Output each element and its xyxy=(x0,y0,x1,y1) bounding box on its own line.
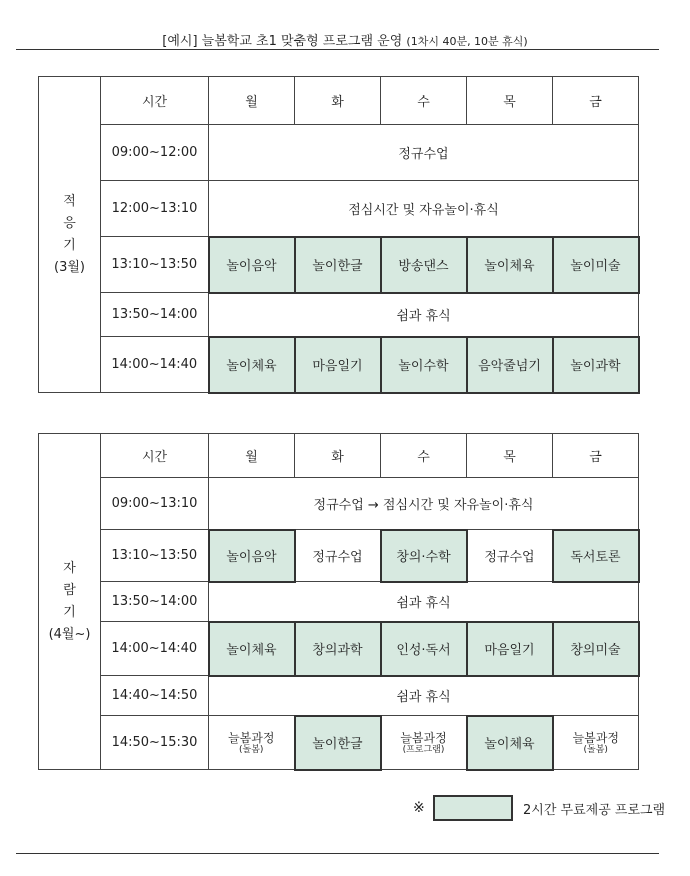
program-cell: 인성·독서 xyxy=(381,622,467,676)
care-course-sub: (프로그램) xyxy=(402,744,445,755)
program-cell: 놀이한글 xyxy=(295,237,381,293)
table-row xyxy=(39,582,639,622)
header-fri: 금 xyxy=(553,434,639,478)
period-char: 람 xyxy=(63,582,76,598)
table-row xyxy=(39,125,639,181)
table-row xyxy=(39,181,639,237)
program-cell: 놀이미술 xyxy=(553,237,639,293)
care-course-label: 늘봄과정 xyxy=(228,730,275,745)
program-cell: 놀이과학 xyxy=(553,337,639,393)
care-course-sub: (돌봄) xyxy=(239,744,264,755)
table-row xyxy=(39,478,639,530)
period-char: 응 xyxy=(63,215,76,231)
program-cell: 놀이체육 xyxy=(467,237,553,293)
title-sub: (1차시 40분, 10분 휴식) xyxy=(406,35,528,48)
header-fri: 금 xyxy=(553,77,639,125)
table-row xyxy=(39,622,639,676)
time-cell: 13:50~14:00 xyxy=(101,293,209,337)
title-main: [예시] 늘봄학교 초1 맞춤형 프로그램 운영 xyxy=(162,34,403,49)
program-cell: 놀이수학 xyxy=(381,337,467,393)
time-cell: 09:00~12:00 xyxy=(101,125,209,181)
regular-class-cell: 정규수업 xyxy=(467,530,553,582)
grow-schedule-table xyxy=(38,433,640,771)
care-course-label: 늘봄과정 xyxy=(400,730,447,745)
period-char: 기 xyxy=(63,604,76,620)
program-cell: 창의미술 xyxy=(553,622,639,676)
header-tue: 화 xyxy=(295,434,381,478)
merged-cell: 정규수업 → 점심시간 및 자유놀이·휴식 xyxy=(209,478,639,530)
table-row xyxy=(39,237,639,293)
program-cell: 독서토론 xyxy=(553,530,639,582)
time-cell: 14:40~14:50 xyxy=(101,676,209,716)
header-wed: 수 xyxy=(381,77,467,125)
period-month: (3월) xyxy=(54,259,85,275)
time-cell: 13:50~14:00 xyxy=(101,582,209,622)
header-row xyxy=(39,77,639,125)
program-cell: 마음일기 xyxy=(295,337,381,393)
program-cell: 음악줄넘기 xyxy=(467,337,553,393)
program-cell: 놀이음악 xyxy=(209,530,295,582)
program-cell: 창의·수학 xyxy=(381,530,467,582)
time-cell: 09:00~13:10 xyxy=(101,478,209,530)
adapt-schedule-table xyxy=(38,76,640,394)
merged-cell: 쉼과 휴식 xyxy=(209,582,639,622)
period-char: 적 xyxy=(63,193,76,209)
time-cell: 14:00~14:40 xyxy=(101,337,209,393)
program-cell: 놀이체육 xyxy=(467,716,553,770)
program-cell: 방송댄스 xyxy=(381,237,467,293)
time-cell: 12:00~13:10 xyxy=(101,181,209,237)
legend-swatch xyxy=(433,795,513,821)
period-month: (4월~) xyxy=(48,626,91,642)
legend xyxy=(413,796,665,820)
time-cell: 13:10~13:50 xyxy=(101,237,209,293)
program-cell: 놀이체육 xyxy=(209,337,295,393)
care-course-cell xyxy=(381,716,467,770)
merged-cell: 쉼과 휴식 xyxy=(209,676,639,716)
reference-mark: ※ xyxy=(413,800,425,816)
merged-cell: 쉼과 휴식 xyxy=(209,293,639,337)
program-cell: 창의과학 xyxy=(295,622,381,676)
program-cell: 놀이음악 xyxy=(209,237,295,293)
header-time: 시간 xyxy=(101,77,209,125)
table-row xyxy=(39,676,639,716)
table-row xyxy=(39,337,639,393)
care-course-sub: (돌봄) xyxy=(583,744,608,755)
program-cell: 놀이한글 xyxy=(295,716,381,770)
bottom-rule xyxy=(16,853,659,854)
care-course-label: 늘봄과정 xyxy=(572,730,619,745)
top-rule xyxy=(16,49,659,50)
care-course-cell xyxy=(553,716,639,770)
legend-text: 2시간 무료제공 프로그램 xyxy=(523,802,666,818)
time-cell: 14:50~15:30 xyxy=(101,716,209,770)
period-cell-adapt xyxy=(39,77,101,393)
period-char: 자 xyxy=(63,560,76,576)
header-thu: 목 xyxy=(467,77,553,125)
header-mon: 월 xyxy=(209,434,295,478)
time-cell: 14:00~14:40 xyxy=(101,622,209,676)
time-cell: 13:10~13:50 xyxy=(101,530,209,582)
header-thu: 목 xyxy=(467,434,553,478)
period-char: 기 xyxy=(63,237,76,253)
program-cell: 마음일기 xyxy=(467,622,553,676)
regular-class-cell: 정규수업 xyxy=(295,530,381,582)
merged-cell: 정규수업 xyxy=(209,125,639,181)
header-wed: 수 xyxy=(381,434,467,478)
merged-cell: 점심시간 및 자유놀이·휴식 xyxy=(209,181,639,237)
table-row xyxy=(39,293,639,337)
table-row xyxy=(39,530,639,582)
header-mon: 월 xyxy=(209,77,295,125)
header-tue: 화 xyxy=(295,77,381,125)
period-cell-grow xyxy=(39,434,101,770)
care-course-cell xyxy=(209,716,295,770)
header-time: 시간 xyxy=(101,434,209,478)
program-cell: 놀이체육 xyxy=(209,622,295,676)
table-row xyxy=(39,716,639,770)
document-title xyxy=(0,30,690,49)
header-row xyxy=(39,434,639,478)
